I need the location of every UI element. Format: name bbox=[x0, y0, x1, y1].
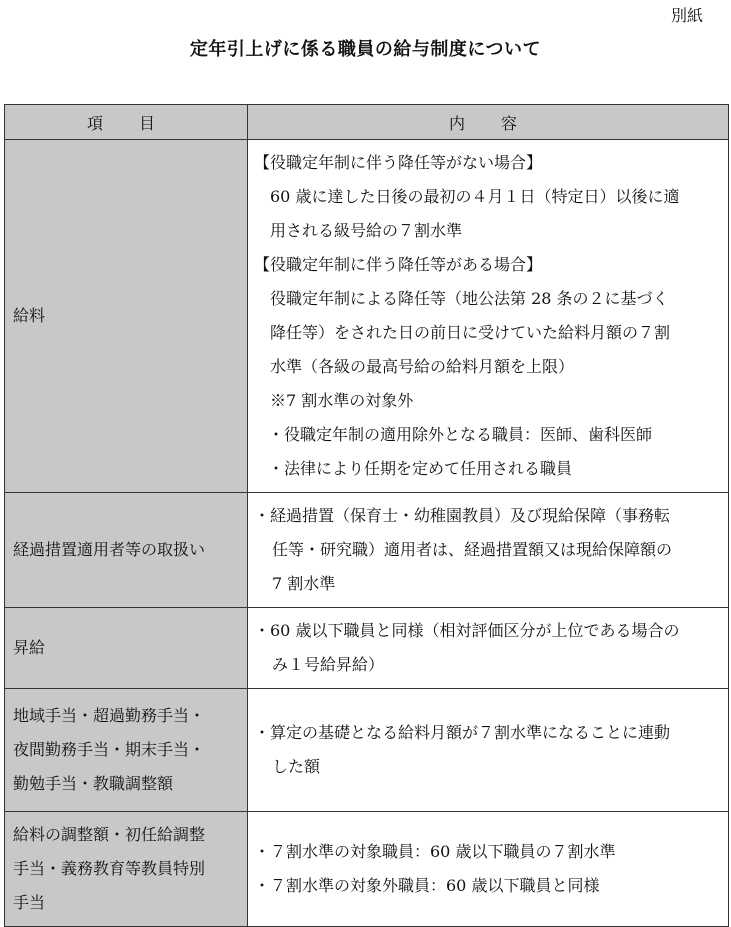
content-line: ・算定の基礎となる給料月額が７割水準になることに連動 bbox=[254, 723, 671, 742]
table-row-allowances bbox=[5, 689, 729, 812]
content-line: 役職定年制による降任等（地公法第 28 条の２に基づく bbox=[270, 289, 669, 308]
row-label: 経過措置適用者等の取扱い bbox=[5, 493, 248, 608]
row-content bbox=[248, 493, 729, 608]
content-line: 7 割水準 bbox=[272, 574, 336, 593]
salary-system-table bbox=[4, 104, 729, 927]
content-line: 【役職定年制に伴う降任等がない場合】 bbox=[254, 153, 543, 172]
row-content bbox=[248, 689, 729, 812]
content-line: 任等・研究職）適用者は、経過措置額又は現給保障額の bbox=[272, 540, 673, 559]
row-content bbox=[248, 812, 729, 927]
document-title: 定年引上げに係る職員の給与制度について bbox=[189, 39, 542, 60]
table-row-salary bbox=[5, 140, 729, 493]
header-item: 項 目 bbox=[5, 105, 248, 140]
annex-label: 別紙 bbox=[670, 6, 703, 25]
row-content bbox=[248, 140, 729, 493]
content-line: ・役職定年制の適用除外となる職員：医師、歯科医師 bbox=[268, 425, 653, 444]
content-line: 60 歳に達した日後の最初の４月１日（特定日）以後に適 bbox=[270, 187, 680, 206]
content-line: 降任等）をされた日の前日に受けていた給料月額の７割 bbox=[270, 323, 671, 342]
row-label: 給料 bbox=[5, 140, 248, 493]
content-line: 【役職定年制に伴う降任等がある場合】 bbox=[254, 255, 543, 274]
content-line: した額 bbox=[272, 757, 321, 776]
content-line: 用される級号給の７割水準 bbox=[270, 221, 463, 240]
row-content bbox=[248, 608, 729, 689]
content-line: 水準（各級の最高号給の給料月額を上限） bbox=[270, 357, 575, 376]
header-content: 内 容 bbox=[248, 105, 729, 140]
table-row-transitional bbox=[5, 493, 729, 608]
content-line: ・法律により任期を定めて任用される職員 bbox=[268, 459, 573, 478]
table-row-promotion bbox=[5, 608, 729, 689]
content-line: ・７割水準の対象外職員：60 歳以下職員と同様 bbox=[254, 876, 600, 895]
content-line: み１号給昇給） bbox=[272, 655, 385, 674]
content-line: ・60 歳以下職員と同様（相対評価区分が上位である場合の bbox=[254, 621, 680, 640]
table-row-adjustment bbox=[5, 812, 729, 927]
table-header-row bbox=[5, 105, 729, 140]
row-label: 地域手当・超過勤務手当・ 夜間勤務手当・期末手当・ 勤勉手当・教職調整額 bbox=[5, 689, 248, 812]
content-line: ・７割水準の対象職員：60 歳以下職員の７割水準 bbox=[254, 842, 616, 861]
content-line: ・経過措置（保育士・幼稚園教員）及び現給保障（事務転 bbox=[254, 506, 671, 525]
content-line: ※7 割水準の対象外 bbox=[270, 391, 414, 410]
row-label: 昇給 bbox=[5, 608, 248, 689]
row-label: 給料の調整額・初任給調整 手当・義務教育等教員特別 手当 bbox=[5, 812, 248, 927]
